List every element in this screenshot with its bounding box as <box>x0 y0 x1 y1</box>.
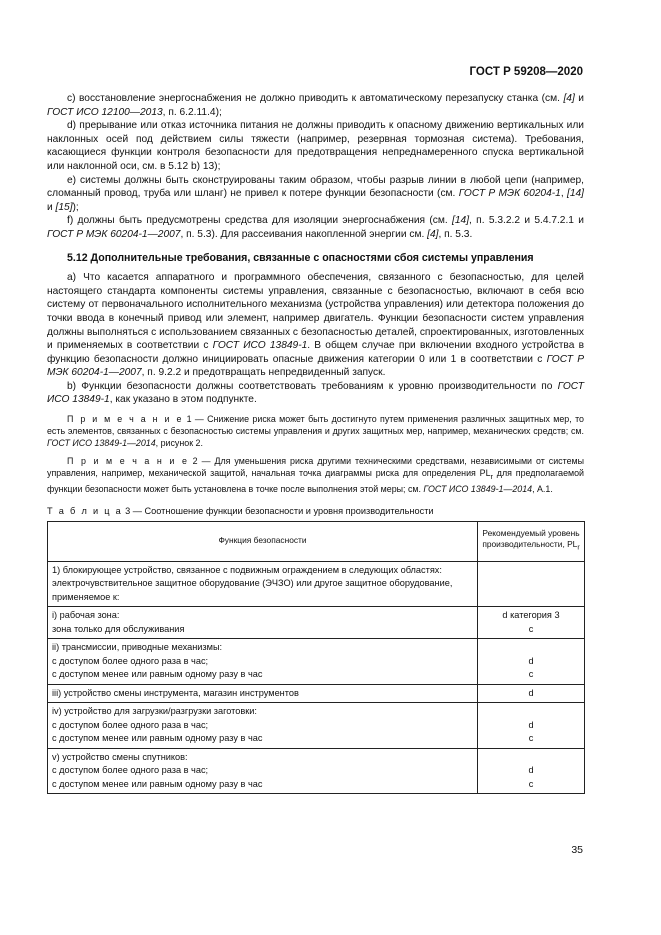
cell-line: с доступом менее или равным одному разу в час <box>52 733 263 744</box>
text-run: , рисунок 2. <box>155 438 203 449</box>
table-row <box>48 607 585 639</box>
table-body <box>48 561 585 794</box>
note-2-label: П р и м е ч а н и е <box>67 456 189 467</box>
text-run: и <box>47 201 56 213</box>
text-run: ГОСТ ИСО 13849-1—2014 <box>423 483 533 494</box>
text-run: , п. 5.3). Для рассеивания накопленной энергии см. <box>180 228 428 240</box>
cell-line: d <box>528 719 534 730</box>
safety-function-cell <box>48 748 478 794</box>
header-performance-level-sub: r <box>577 545 580 553</box>
table-row <box>48 703 585 749</box>
cell-line <box>482 751 580 765</box>
cell-line: iv) устройство для загрузки/разгрузки заготовки: <box>52 706 257 717</box>
note-1 <box>47 413 584 449</box>
cell-line: с доступом менее или равным одному разу в час <box>52 669 263 680</box>
text-run: ГОСТ ИСО 13849-1 <box>212 340 308 352</box>
cell-line: зона только для обслуживания <box>52 623 185 634</box>
performance-level-cell <box>478 703 585 749</box>
header-performance-level <box>478 521 585 561</box>
cell-line: с доступом менее или равным одному разу в час <box>52 778 263 789</box>
cell-line: с доступом более одного раза в час; <box>52 765 209 776</box>
text-run: ГОСТ Р МЭК 60204-1 <box>458 188 561 200</box>
performance-level-cell <box>478 684 585 703</box>
text-run: , п. 5.3. <box>438 228 473 240</box>
text-run: [14] <box>567 188 584 200</box>
note-1-label: П р и м е ч а н и е <box>67 414 184 425</box>
table-row <box>48 748 585 794</box>
text-run: , <box>560 188 567 200</box>
cell-line <box>482 705 580 719</box>
cell-line: d <box>528 687 534 698</box>
safety-function-table <box>47 521 585 794</box>
paragraph-e <box>47 174 584 215</box>
cell-line: ii) трансмиссии, приводные механизмы: <box>52 642 223 653</box>
cell-line: c <box>528 669 534 680</box>
text-run: e) системы должны быть сконструированы таким образом, чтобы разрыв линии в любой цепи (например, сломанный провод, труба или шланг) не привел к потере функции безопасности (см. <box>47 174 584 200</box>
text-run: и <box>574 93 584 104</box>
text-run: 1 — Снижение риска может быть достигнуто путем применения различных защитных мер, то есть элементов, связанных с безопасностью системы управления и других защитных мер, например, механических средств; см. <box>47 414 584 437</box>
cell-line: c <box>528 623 534 634</box>
paragraph-a <box>47 271 584 380</box>
performance-level-cell <box>478 748 585 794</box>
cell-line: с доступом более одного раза в час; <box>52 655 209 666</box>
text-run: [4] <box>563 93 575 104</box>
text-run: . В общем случае при включении входного устройства в функцию безопасности должно инициировать опасные движения категории 0 или 1 в соответствии с <box>47 340 584 365</box>
header-safety-function: Функция безопасности <box>48 521 478 561</box>
paragraph-d <box>47 119 584 173</box>
cell-line: 1) блокирующее устройство, связанное с подвижным ограждением в следующих областях: электрочувствительное защитное оборудование (ЭЧЗО) или другое защитное оборудование, применяемое к: <box>52 564 453 602</box>
table-row <box>48 639 585 685</box>
text-run: , п. 6.2.11.4); <box>162 106 222 118</box>
text-run: ГОСТ Р МЭК 60204-1—2007 <box>47 228 181 240</box>
text-run: ГОСТ ИСО 12100—2013 <box>47 106 163 118</box>
safety-function-cell <box>48 639 478 685</box>
performance-level-cell <box>478 607 585 639</box>
text-run: [14] <box>452 215 470 227</box>
cell-line: с доступом более одного раза в час; <box>52 719 209 730</box>
paragraph-c <box>47 92 584 119</box>
safety-function-cell <box>48 703 478 749</box>
table-row <box>48 684 585 703</box>
text-run: ГОСТ Р МЭК 60204-1—2007 <box>47 353 584 379</box>
document-code-header: ГОСТ Р 59208—2020 <box>469 66 583 78</box>
paragraph-f <box>47 214 584 241</box>
cell-line <box>482 564 580 578</box>
text-run: r <box>490 471 493 481</box>
cell-line: i) рабочая зона: <box>52 610 120 621</box>
cell-line: v) устройство смены спутников: <box>52 751 188 762</box>
text-run: для предполагаемой функции безопасности может быть установлена в точке после выполнения этой меры; см. <box>47 468 584 494</box>
text-run: ); <box>72 201 79 213</box>
cell-line <box>482 641 580 655</box>
safety-function-cell <box>48 561 478 607</box>
text-run: f) должны быть предусмотрены средства для изоляции энергоснабжения (см. <box>67 215 453 227</box>
text-run: c) восстановление энергоснабжения не должно приводить к автоматическому перезапуску станка (см. <box>67 93 564 104</box>
section-title: 5.12 Дополнительные требования, связанные с опасностями сбоя системы управления <box>67 251 534 264</box>
paragraph-b <box>47 380 584 407</box>
text-run: ГОСТ ИСО 13849-1 <box>47 380 584 406</box>
note-2 <box>47 455 584 495</box>
table-caption-text: 3 — Соотношение функции безопасности и уровня производительности <box>122 505 434 516</box>
cell-line: c <box>528 778 534 789</box>
table-row <box>48 561 585 607</box>
text-run: [15] <box>55 201 73 213</box>
text-run: , п. 9.2.2 и предотвращать непредвиденный запуск. <box>141 367 386 379</box>
text-run: 2 — Для уменьшения риска другими техническими средствами, независимыми от системы управления, например, механической защитой, начальная точка диаграммы риска для определения PL <box>47 456 584 479</box>
cell-line: d категория 3 <box>502 610 560 621</box>
safety-function-cell <box>48 684 478 703</box>
table-header-row <box>48 521 585 561</box>
text-run: a) Что касается аппаратного и программного обеспечения, связанного с безопасностью, для целей настоящего стандарта компоненты системы управления, связанные с безопасностью, включают в себя всю систему от первоначального исполнительного механизма (устройства управления) или детектора положения до точки ввода в конечный привод или элемент, например двигатель. Функции безопасности систем управления должны выполняться с использованием связанных с безопасностью деталей, спроектированных, изготовленных и применяемых в соответствии с <box>47 272 584 352</box>
header-performance-level-text: Рекомендуемый уровень производительности, PL <box>482 527 580 550</box>
text-run: b) Функции безопасности должны соответствовать требованиям к уровню производительности по <box>67 380 558 392</box>
text-run: , А.1. <box>532 483 553 494</box>
text-run: [4] <box>427 228 439 240</box>
cell-line: c <box>528 733 534 744</box>
page-content <box>47 92 584 794</box>
page-number: 35 <box>571 844 583 856</box>
cell-line: d <box>528 765 534 776</box>
safety-function-cell <box>48 607 478 639</box>
text-run: , п. 5.3.2.2 и 5.4.7.2.1 и <box>469 215 584 227</box>
text-run: d) прерывание или отказ источника питания не должны приводить к опасному движению вертикальных или наклонных осей под действием силы тяжести (например, резервная тормозная система). Требования, касающиеся функции контроля безопасности для предотвращения непреднамеренного спуска вертикальной или наклонной оси, см. в 5.12 b) 13); <box>47 120 584 172</box>
text-run: , как указано в этом подпункте. <box>109 394 257 406</box>
cell-line: d <box>528 655 534 666</box>
table-caption <box>47 505 584 517</box>
performance-level-cell <box>478 561 585 607</box>
text-run: ГОСТ ИСО 13849-1—2014 <box>47 438 156 449</box>
performance-level-cell <box>478 639 585 685</box>
table-caption-label: Т а б л и ц а <box>47 505 123 516</box>
cell-line: iii) устройство смены инструмента, магазин инструментов <box>52 687 299 698</box>
